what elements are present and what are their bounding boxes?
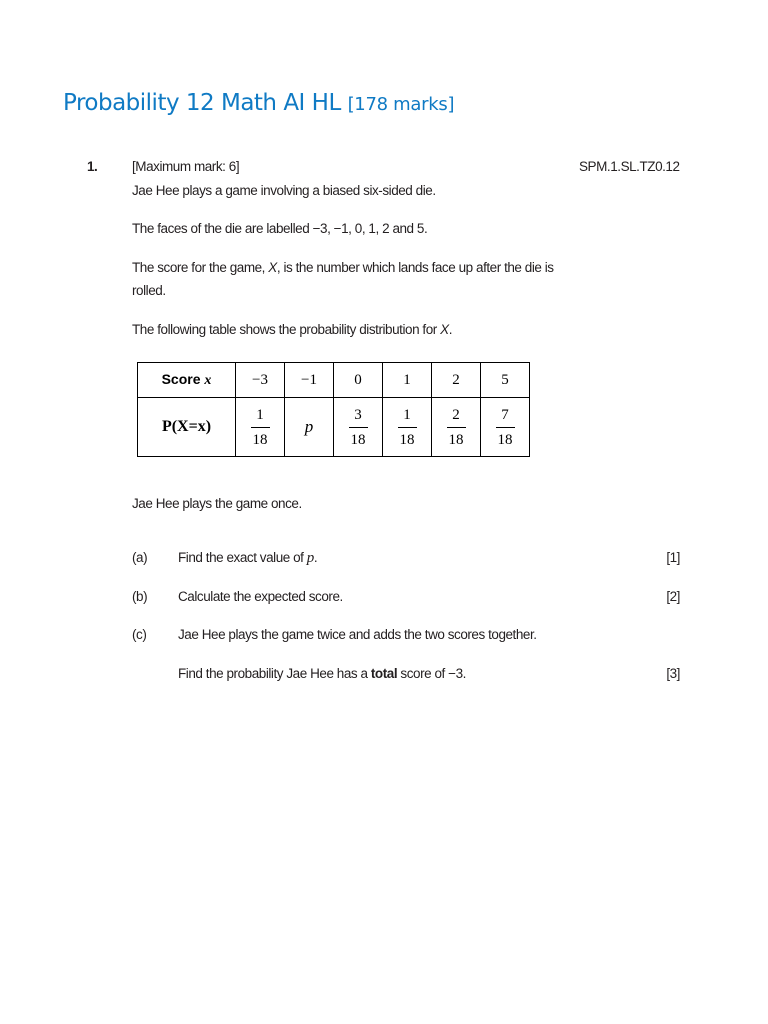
part-c-label: (c) — [132, 627, 147, 642]
intro-4-text-a: The following table shows the probability distribution for — [132, 322, 441, 337]
intro-4-text-b: . — [448, 322, 453, 337]
variable-x: X — [440, 322, 449, 337]
fraction: $\frac{1}{18}$ — [399, 406, 415, 448]
maximum-mark: [Maximum mark: 6] — [132, 159, 240, 174]
fraction: $\frac{3}{18}$ — [350, 406, 366, 448]
total-marks: [178 marks] — [347, 94, 455, 115]
score-cell: 1 — [383, 363, 432, 398]
intro-paragraph-4 — [132, 319, 452, 341]
question-number: 1. — [87, 159, 98, 174]
part-b-label: (b) — [132, 589, 148, 604]
intro-3-text-a: The score for the game, — [132, 260, 269, 275]
page-title — [63, 90, 454, 116]
emphasis-total: total — [370, 666, 398, 681]
score-cell: 0 — [334, 363, 383, 398]
part-a-marks: [1] — [666, 550, 680, 565]
fraction: $\frac{1}{18}$ — [252, 406, 268, 448]
intro-paragraph-2: The faces of the die are labelled −3, −1, 0, 1, 2 and 5. — [132, 221, 428, 236]
intro-paragraph-1: Jae Hee plays a game involving a biased six-sided die. — [132, 183, 436, 198]
probability-cell — [432, 398, 481, 457]
part-b-marks: [2] — [666, 589, 680, 604]
score-row — [138, 363, 530, 398]
probability-row — [138, 398, 530, 457]
variable-p: p — [304, 417, 314, 436]
score-cell: −1 — [285, 363, 334, 398]
probability-distribution-table — [137, 362, 530, 457]
fraction: $\frac{7}{18}$ — [497, 406, 513, 448]
part-c-text-2: Find the probability Jae Hee has a total score of −3. — [178, 666, 466, 681]
part-c-text: Jae Hee plays the game twice and adds the two scores together. — [178, 627, 537, 642]
intro-paragraph-3-line-1 — [132, 257, 554, 279]
part-c-marks: [3] — [666, 666, 680, 681]
probability-row-label: P(X=x) — [138, 398, 236, 457]
intro-paragraph-3-line-2: rolled. — [132, 283, 166, 298]
title-text: Probability 12 Math AI HL — [63, 90, 341, 116]
variable-x: X — [268, 260, 277, 275]
score-cell: −3 — [236, 363, 285, 398]
probability-cell — [236, 398, 285, 457]
probability-cell — [481, 398, 530, 457]
variable-p: p — [306, 550, 314, 566]
score-cell: 2 — [432, 363, 481, 398]
part-a-label: (a) — [132, 550, 148, 565]
probability-cell — [285, 398, 334, 457]
probability-cell — [383, 398, 432, 457]
probability-cell — [334, 398, 383, 457]
intro-3-text-b: , is the number which lands face up after the die is — [276, 260, 554, 275]
intro-paragraph-5: Jae Hee plays the game once. — [132, 496, 302, 511]
score-cell: 5 — [481, 363, 530, 398]
part-b-text: Calculate the expected score. — [178, 589, 343, 604]
fraction: $\frac{2}{18}$ — [448, 406, 464, 448]
question-reference: SPM.1.SL.TZ0.12 — [579, 159, 680, 174]
part-a-text: Find the exact value of p. — [178, 550, 318, 566]
score-row-label: Score x — [138, 363, 236, 398]
